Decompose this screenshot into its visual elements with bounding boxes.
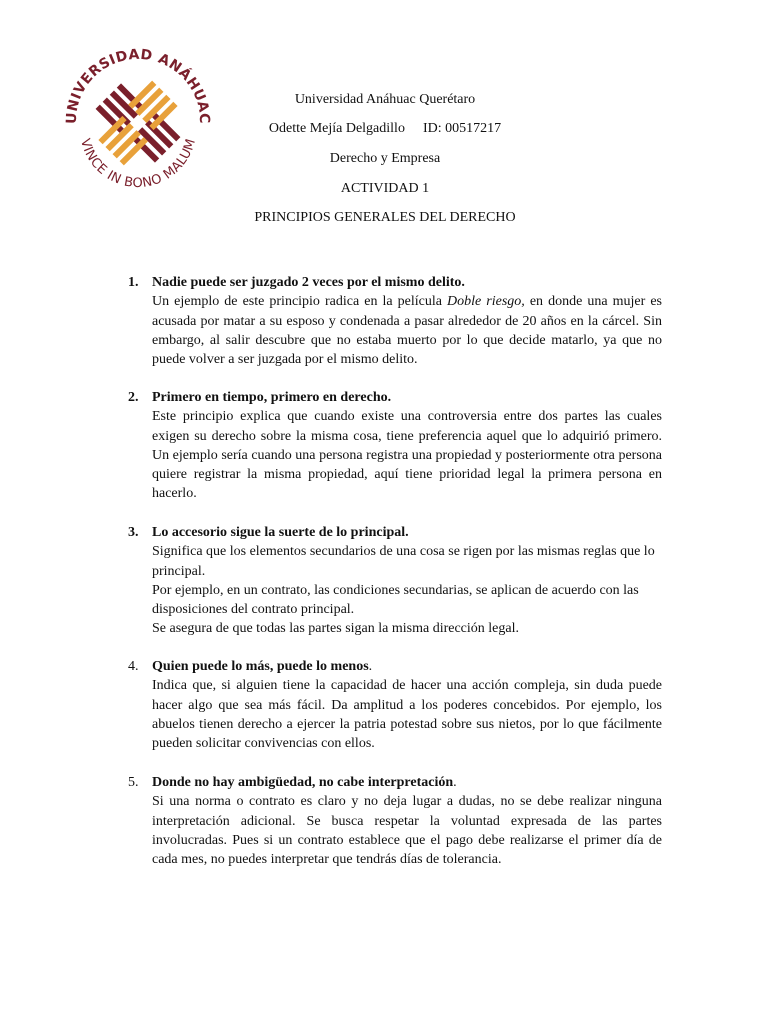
item-paragraph: Si una norma o contrato es claro y no deja lugar a dudas, no se debe realizar ninguna interpretación adicional. Se busca respetar la voluntad expresada de las partes involucradas. Pues si un contrato establece que el pago debe realizarse el primer día de cada mes, no puedes interpretar que tendrás días de tolerancia. — [152, 794, 662, 868]
item-paragraph: Este principio explica que cuando existe una controversia entre dos partes las cuales exigen su derecho sobre la misma cosa, tiene preferencia aquel que lo adquirió primero. Un ejemplo sería cuando una persona registra una propiedad y posteriormente otra persona quiere registrar la misma propiedad, aquí tiene prioridad legal la primera persona en hacerlo. — [152, 409, 662, 502]
item-title-line: Donde no hay ambigüedad, no cabe interpretación. — [152, 775, 457, 790]
list-item-3 — [128, 523, 662, 639]
student-id: ID: 00517217 — [422, 121, 502, 136]
item-number: 1. — [128, 275, 139, 290]
header-topic: PRINCIPIOS GENERALES DEL DERECHO — [254, 210, 516, 225]
item-number: 5. — [128, 775, 139, 790]
header-course: Derecho y Empresa — [329, 151, 441, 166]
logo-arc-text-bottom: VINCE IN BONO MALUM — [77, 136, 200, 192]
list-item-1 — [128, 273, 662, 369]
item-paragraph: Un ejemplo de este principio radica en la película Doble riesgo, en donde una mujer es acusada por matar a su esposo y condenada a pasar alrededor de 20 años en la cárcel. Sin embargo, al salir descubre que no estaba muerto por lo que decide matarlo, ya que no puede volver a ser juzgada por el mismo delito. — [152, 294, 662, 368]
list-item-2 — [128, 388, 662, 504]
student-name: Odette Mejía Delgadillo — [268, 121, 405, 136]
item-paragraph: Significa que los elementos secundarios de una cosa se rigen por las mismas reglas que lo principal. — [152, 544, 655, 579]
item-title: Nadie puede ser juzgado 2 veces por el mismo delito. — [152, 275, 465, 290]
university-logo — [62, 45, 214, 197]
header-activity: ACTIVIDAD 1 — [340, 181, 430, 196]
item-title: Primero en tiempo, primero en derecho. — [152, 390, 392, 405]
item-number: 3. — [128, 525, 139, 540]
list-item-4 — [128, 657, 662, 753]
logo-arc-text-top: UNIVERSIDAD ANÁHUAC — [63, 46, 213, 125]
item-paragraph: Indica que, si alguien tiene la capacidad de hacer una acción compleja, sin duda puede hacer algo que sea más fácil. Da amplitud a los poderes concebidos. Por ejemplo, los abuelos tienen derecho a ejercer la patria potestad sobre sus nietos, por lo que fácilmente pueden solicitar convivencias con ellos. — [152, 678, 662, 752]
header-university: Universidad Anáhuac Querétaro — [294, 92, 476, 107]
item-title-line: Quien puede lo más, puede lo menos. — [152, 659, 373, 674]
item-paragraph: Se asegura de que todas las partes sigan la misma dirección legal. — [152, 621, 519, 637]
item-paragraph: Por ejemplo, en un contrato, las condiciones secundarias, se aplican de acuerdo con las disposiciones del contrato principal. — [152, 582, 639, 618]
header-student-line — [200, 120, 570, 138]
item-title: Lo accesorio sigue la suerte de lo principal. — [152, 525, 409, 540]
film-title: Doble riesgo, — [447, 294, 525, 310]
item-number: 4. — [128, 659, 139, 674]
item-number: 2. — [128, 390, 139, 405]
list-item-5 — [128, 773, 662, 869]
